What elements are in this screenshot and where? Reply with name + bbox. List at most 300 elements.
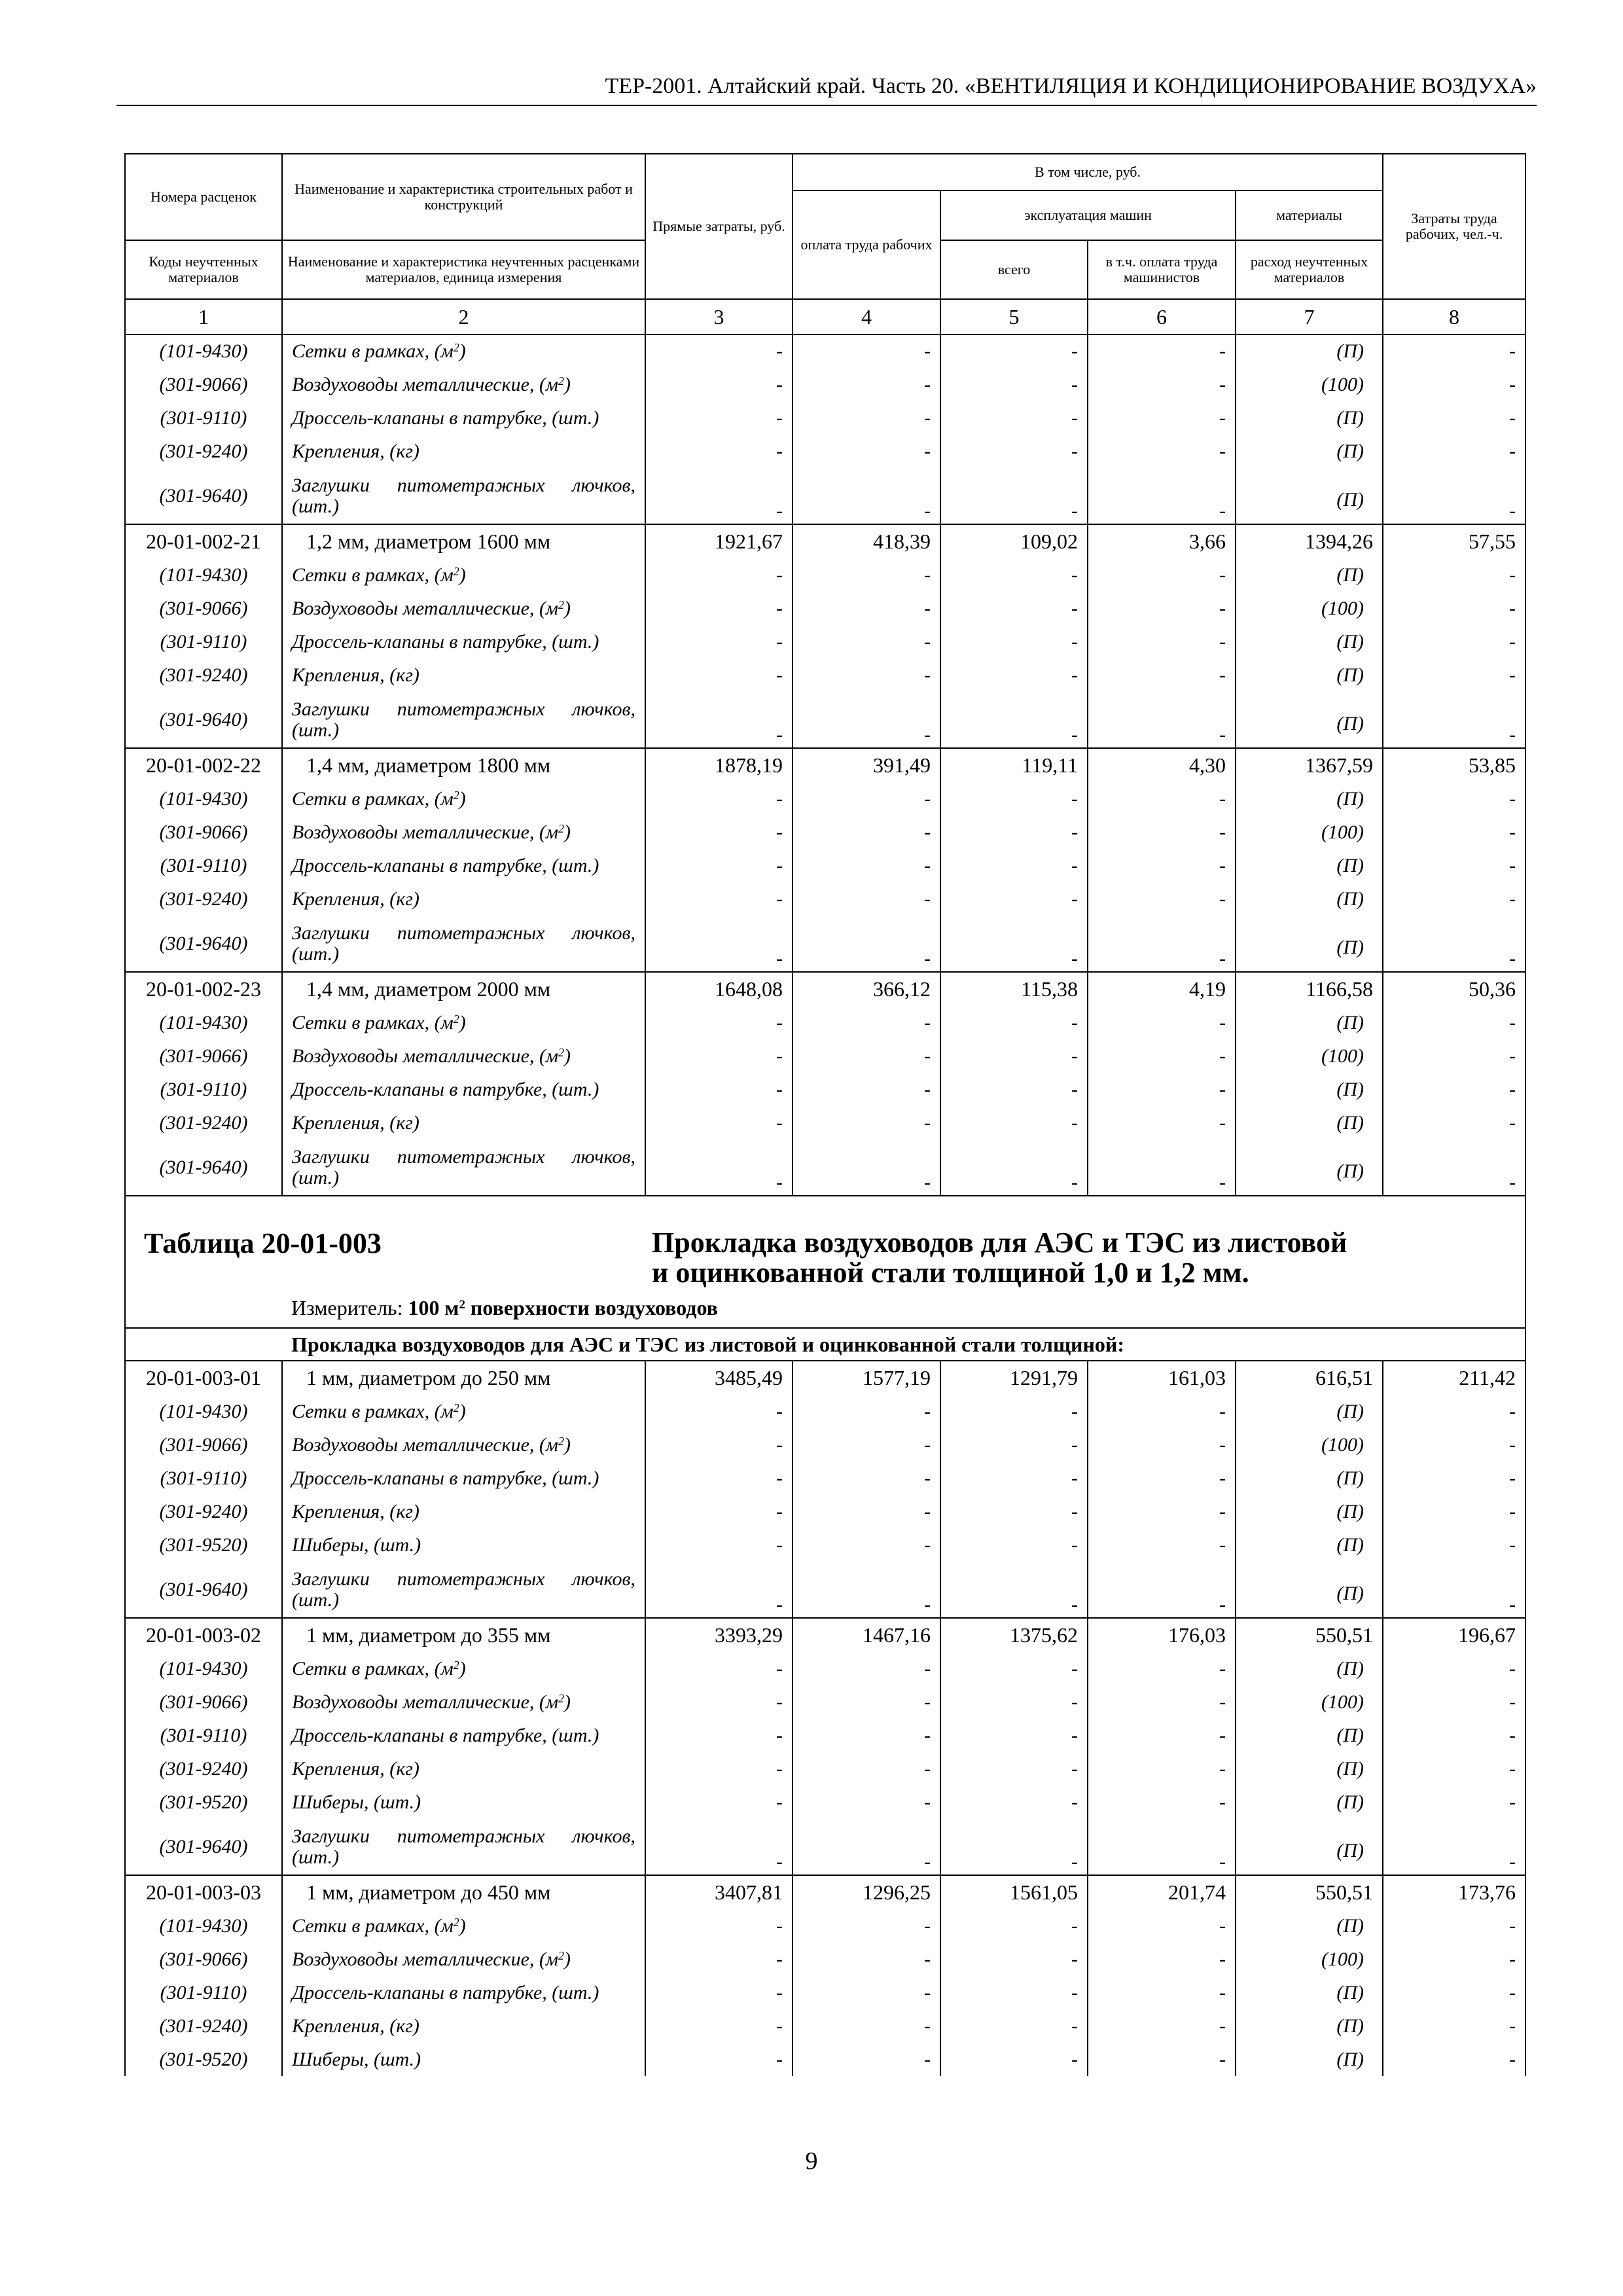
- material-row: [125, 625, 1525, 658]
- machines-total: -: [940, 558, 1088, 592]
- direct-cost: -: [645, 1495, 793, 1528]
- material-name: Дроссель-клапаны в патрубке, (шт.): [282, 849, 645, 882]
- labor-hours: -: [1383, 782, 1525, 816]
- labor-hours: -: [1383, 435, 1525, 468]
- direct-cost: -: [645, 916, 793, 972]
- material-quantity: (100): [1236, 368, 1383, 401]
- table-body: [125, 334, 1525, 2076]
- material-quantity: (П): [1236, 1106, 1383, 1139]
- machines-total: -: [940, 658, 1088, 692]
- material-code: (101-9430): [125, 1006, 282, 1039]
- material-row: [125, 2009, 1525, 2043]
- machines-total: -: [940, 1562, 1088, 1618]
- labor-pay: -: [793, 1428, 940, 1462]
- labor-pay: -: [793, 1785, 940, 1819]
- header-col2-top: Наименование и характеристика строительных работ и конструкций: [282, 154, 645, 240]
- rate-code: 20-01-003-03: [125, 1875, 282, 1909]
- column-number: 1: [125, 299, 282, 334]
- material-code: (301-9240): [125, 1106, 282, 1139]
- labor-hours: -: [1383, 2009, 1525, 2043]
- material-row: [125, 401, 1525, 435]
- material-name: Заглушки питометражных лючков, (шт.): [282, 468, 645, 524]
- direct-cost: -: [645, 1785, 793, 1819]
- machinists-pay: -: [1088, 2043, 1236, 2076]
- machinists-pay: -: [1088, 1073, 1236, 1106]
- machinists-pay: -: [1088, 882, 1236, 916]
- direct-cost: 3407,81: [645, 1875, 793, 1909]
- machinists-pay: -: [1088, 1685, 1236, 1719]
- material-quantity: (П): [1236, 1073, 1383, 1106]
- material-code: (301-9240): [125, 1752, 282, 1785]
- material-code: (301-9240): [125, 882, 282, 916]
- material-code: (301-9110): [125, 1719, 282, 1752]
- labor-pay: 391,49: [793, 748, 940, 782]
- material-row: [125, 1395, 1525, 1428]
- material-quantity: (100): [1236, 1039, 1383, 1073]
- material-row: [125, 1909, 1525, 1943]
- labor-pay: -: [793, 692, 940, 748]
- machinists-pay: -: [1088, 1462, 1236, 1495]
- labor-pay: -: [793, 1943, 940, 1976]
- machinists-pay: -: [1088, 625, 1236, 658]
- machines-total: -: [940, 1495, 1088, 1528]
- labor-pay: -: [793, 592, 940, 625]
- labor-hours: 50,36: [1383, 972, 1525, 1006]
- material-row: [125, 1495, 1525, 1528]
- material-name: Крепления, (кг): [282, 1495, 645, 1528]
- material-name: Воздуховоды металлические, $(м^2)$: [282, 368, 645, 401]
- material-row: [125, 658, 1525, 692]
- labor-hours: -: [1383, 1943, 1525, 1976]
- material-row: [125, 368, 1525, 401]
- direct-cost: -: [645, 1006, 793, 1039]
- machinists-pay: -: [1088, 368, 1236, 401]
- machines-total: -: [940, 1943, 1088, 1976]
- material-quantity: (П): [1236, 1652, 1383, 1685]
- labor-pay: -: [793, 368, 940, 401]
- direct-cost: 3485,49: [645, 1361, 793, 1395]
- machinists-pay: -: [1088, 916, 1236, 972]
- machines-total: -: [940, 1909, 1088, 1943]
- machinists-pay: -: [1088, 1428, 1236, 1462]
- machinists-pay: -: [1088, 1785, 1236, 1819]
- labor-pay: -: [793, 849, 940, 882]
- material-quantity: (П): [1236, 334, 1383, 368]
- machinists-pay: -: [1088, 1652, 1236, 1685]
- materials-cost: 1367,59: [1236, 748, 1383, 782]
- material-row: [125, 849, 1525, 882]
- material-quantity: (П): [1236, 1006, 1383, 1039]
- material-name: Крепления, (кг): [282, 435, 645, 468]
- labor-pay: -: [793, 1652, 940, 1685]
- machines-total: -: [940, 1428, 1088, 1462]
- material-quantity: (П): [1236, 882, 1383, 916]
- labor-pay: -: [793, 558, 940, 592]
- machines-total: -: [940, 1139, 1088, 1196]
- direct-cost: -: [645, 435, 793, 468]
- direct-cost: -: [645, 1039, 793, 1073]
- labor-hours: -: [1383, 592, 1525, 625]
- material-name: Крепления, (кг): [282, 1752, 645, 1785]
- material-name: Воздуховоды металлические, $(м^2)$: [282, 592, 645, 625]
- materials-cost: 550,51: [1236, 1875, 1383, 1909]
- labor-pay: -: [793, 1562, 940, 1618]
- labor-pay: -: [793, 658, 940, 692]
- material-row: [125, 1528, 1525, 1562]
- material-quantity: (П): [1236, 1976, 1383, 2009]
- machinists-pay: -: [1088, 468, 1236, 524]
- material-code: (301-9640): [125, 1819, 282, 1875]
- labor-hours: 196,67: [1383, 1618, 1525, 1652]
- direct-cost: -: [645, 368, 793, 401]
- material-row: [125, 1685, 1525, 1719]
- material-code: (301-9520): [125, 1785, 282, 1819]
- material-quantity: (П): [1236, 1528, 1383, 1562]
- header-col5: всего: [940, 240, 1088, 299]
- labor-hours: -: [1383, 368, 1525, 401]
- machinists-pay: -: [1088, 692, 1236, 748]
- labor-pay: -: [793, 1006, 940, 1039]
- material-code: (301-9110): [125, 1976, 282, 2009]
- material-quantity: (П): [1236, 658, 1383, 692]
- header-col8: Затраты труда рабочих, чел.-ч.: [1383, 154, 1525, 299]
- material-code: (301-9110): [125, 1073, 282, 1106]
- header-col1-bottom: Коды неучтенных материалов: [125, 240, 282, 299]
- machinists-pay: -: [1088, 1039, 1236, 1073]
- material-name: Сетки в рамках, $(м^2)$: [282, 782, 645, 816]
- machines-total: -: [940, 782, 1088, 816]
- section-subtitle: Прокладка воздуховодов для АЭС и ТЭС из листовой и оцинкованной стали толщиной:: [125, 1328, 1525, 1361]
- material-name: Заглушки питометражных лючков, (шт.): [282, 692, 645, 748]
- material-code: (301-9110): [125, 625, 282, 658]
- rate-name: 1,4 мм, диаметром 2000 мм: [282, 972, 645, 1006]
- labor-pay: -: [793, 468, 940, 524]
- rate-name: 1,2 мм, диаметром 1600 мм: [282, 524, 645, 558]
- material-row: [125, 1428, 1525, 1462]
- rate-row: [125, 972, 1525, 1006]
- direct-cost: -: [645, 1562, 793, 1618]
- material-code: (301-9640): [125, 916, 282, 972]
- material-code: (101-9430): [125, 334, 282, 368]
- direct-cost: -: [645, 2043, 793, 2076]
- direct-cost: -: [645, 401, 793, 435]
- section-heading: [125, 1196, 1525, 1328]
- header-col6: в т.ч. оплата труда машинистов: [1088, 240, 1236, 299]
- material-row: [125, 1976, 1525, 2009]
- machinists-pay: -: [1088, 1719, 1236, 1752]
- materials-cost: 1166,58: [1236, 972, 1383, 1006]
- material-name: Сетки в рамках, $(м^2)$: [282, 1909, 645, 1943]
- material-name: Сетки в рамках, $(м^2)$: [282, 558, 645, 592]
- material-name: Дроссель-клапаны в патрубке, (шт.): [282, 1719, 645, 1752]
- labor-hours: -: [1383, 1139, 1525, 1196]
- machines-total: -: [940, 1819, 1088, 1875]
- labor-pay: -: [793, 625, 940, 658]
- header-col3: Прямые затраты, руб.: [645, 154, 793, 299]
- rate-code: 20-01-002-22: [125, 748, 282, 782]
- direct-cost: -: [645, 1819, 793, 1875]
- labor-hours: -: [1383, 816, 1525, 849]
- labor-pay: -: [793, 1039, 940, 1073]
- machines-total: 109,02: [940, 524, 1088, 558]
- materials-cost: 550,51: [1236, 1618, 1383, 1652]
- material-code: (101-9430): [125, 782, 282, 816]
- rate-name: 1,4 мм, диаметром 1800 мм: [282, 748, 645, 782]
- machines-total: -: [940, 1039, 1088, 1073]
- material-quantity: (П): [1236, 468, 1383, 524]
- machinists-pay: -: [1088, 1909, 1236, 1943]
- machinists-pay: 201,74: [1088, 1875, 1236, 1909]
- labor-pay: -: [793, 816, 940, 849]
- direct-cost: -: [645, 782, 793, 816]
- machinists-pay: -: [1088, 435, 1236, 468]
- material-row: [125, 435, 1525, 468]
- labor-hours: -: [1383, 1462, 1525, 1495]
- material-row: [125, 1562, 1525, 1618]
- machines-total: 1375,62: [940, 1618, 1088, 1652]
- material-quantity: (П): [1236, 1909, 1383, 1943]
- machinists-pay: 4,19: [1088, 972, 1236, 1006]
- material-quantity: (П): [1236, 1719, 1383, 1752]
- material-row: [125, 692, 1525, 748]
- machines-total: -: [940, 1528, 1088, 1562]
- material-code: (301-9640): [125, 1562, 282, 1618]
- direct-cost: 3393,29: [645, 1618, 793, 1652]
- labor-hours: -: [1383, 1106, 1525, 1139]
- direct-cost: -: [645, 1909, 793, 1943]
- machines-total: -: [940, 849, 1088, 882]
- material-row: [125, 592, 1525, 625]
- material-code: (301-9520): [125, 1528, 282, 1562]
- machinists-pay: -: [1088, 401, 1236, 435]
- material-name: Дроссель-клапаны в патрубке, (шт.): [282, 1976, 645, 2009]
- material-code: (301-9520): [125, 2043, 282, 2076]
- rate-name: 1 мм, диаметром до 450 мм: [282, 1875, 645, 1909]
- labor-hours: -: [1383, 1909, 1525, 1943]
- labor-hours: -: [1383, 1039, 1525, 1073]
- labor-hours: -: [1383, 401, 1525, 435]
- material-row: [125, 1819, 1525, 1875]
- machines-total: 119,11: [940, 748, 1088, 782]
- labor-pay: -: [793, 401, 940, 435]
- machinists-pay: -: [1088, 1528, 1236, 1562]
- material-row: [125, 1106, 1525, 1139]
- machines-total: -: [940, 334, 1088, 368]
- machinists-pay: -: [1088, 1819, 1236, 1875]
- machinists-pay: -: [1088, 592, 1236, 625]
- rate-row: [125, 748, 1525, 782]
- machines-total: -: [940, 368, 1088, 401]
- machines-total: -: [940, 692, 1088, 748]
- rate-code: 20-01-002-23: [125, 972, 282, 1006]
- machinists-pay: -: [1088, 1006, 1236, 1039]
- machinists-pay: -: [1088, 1106, 1236, 1139]
- material-quantity: (П): [1236, 1395, 1383, 1428]
- direct-cost: -: [645, 1462, 793, 1495]
- labor-pay: -: [793, 2009, 940, 2043]
- material-code: (301-9066): [125, 592, 282, 625]
- material-quantity: (П): [1236, 849, 1383, 882]
- material-code: (301-9066): [125, 1685, 282, 1719]
- rate-row: [125, 524, 1525, 558]
- labor-hours: -: [1383, 849, 1525, 882]
- column-number: 3: [645, 299, 793, 334]
- material-quantity: (П): [1236, 1562, 1383, 1618]
- material-quantity: (100): [1236, 816, 1383, 849]
- materials-cost: 1394,26: [1236, 524, 1383, 558]
- direct-cost: -: [645, 1652, 793, 1685]
- material-code: (301-9240): [125, 435, 282, 468]
- labor-hours: -: [1383, 916, 1525, 972]
- material-code: (101-9430): [125, 558, 282, 592]
- labor-hours: -: [1383, 1719, 1525, 1752]
- column-number: 8: [1383, 299, 1525, 334]
- labor-hours: -: [1383, 1495, 1525, 1528]
- page-number: 9: [805, 2147, 818, 2175]
- material-quantity: (П): [1236, 692, 1383, 748]
- direct-cost: -: [645, 1719, 793, 1752]
- machines-total: -: [940, 1106, 1088, 1139]
- material-quantity: (П): [1236, 1462, 1383, 1495]
- material-row: [125, 1462, 1525, 1495]
- direct-cost: 1921,67: [645, 524, 793, 558]
- header-machines: эксплуатация машин: [940, 190, 1236, 240]
- labor-pay: -: [793, 1073, 940, 1106]
- material-row: [125, 1652, 1525, 1685]
- material-row: [125, 1719, 1525, 1752]
- material-row: [125, 334, 1525, 368]
- labor-hours: -: [1383, 1395, 1525, 1428]
- material-quantity: (П): [1236, 435, 1383, 468]
- direct-cost: -: [645, 1752, 793, 1785]
- labor-pay: -: [793, 882, 940, 916]
- material-name: Дроссель-клапаны в патрубке, (шт.): [282, 1073, 645, 1106]
- machines-total: -: [940, 916, 1088, 972]
- material-name: Воздуховоды металлические, $(м^2)$: [282, 1428, 645, 1462]
- material-name: Заглушки питометражных лючков, (шт.): [282, 1139, 645, 1196]
- direct-cost: -: [645, 468, 793, 524]
- machinists-pay: 3,66: [1088, 524, 1236, 558]
- machinists-pay: -: [1088, 658, 1236, 692]
- labor-pay: -: [793, 334, 940, 368]
- direct-cost: -: [645, 1943, 793, 1976]
- labor-pay: -: [793, 1752, 940, 1785]
- rate-row: [125, 1361, 1525, 1395]
- direct-cost: -: [645, 1106, 793, 1139]
- labor-hours: -: [1383, 1428, 1525, 1462]
- labor-hours: -: [1383, 658, 1525, 692]
- material-name: Дроссель-клапаны в патрубке, (шт.): [282, 401, 645, 435]
- material-name: Крепления, (кг): [282, 2009, 645, 2043]
- labor-hours: -: [1383, 625, 1525, 658]
- labor-pay: 1467,16: [793, 1618, 940, 1652]
- labor-hours: -: [1383, 1528, 1525, 1562]
- machines-total: -: [940, 1976, 1088, 2009]
- material-code: (301-9240): [125, 2009, 282, 2043]
- material-name: Крепления, (кг): [282, 658, 645, 692]
- material-row: [125, 1785, 1525, 1819]
- measure-unit: Измеритель: 100 $м^2$ поверхности воздуховодов: [291, 1296, 718, 1319]
- labor-hours: -: [1383, 1073, 1525, 1106]
- table-title: Прокладка воздуховодов для АЭС и ТЭС из листовой и оцинкованной стали толщиной 1,0 и 1,2 мм.: [652, 1227, 1347, 1289]
- direct-cost: -: [645, 1976, 793, 2009]
- material-row: [125, 2043, 1525, 2076]
- column-number: 4: [793, 299, 940, 334]
- labor-hours: 53,85: [1383, 748, 1525, 782]
- direct-cost: -: [645, 1528, 793, 1562]
- labor-hours: -: [1383, 692, 1525, 748]
- column-number: 5: [940, 299, 1088, 334]
- machinists-pay: 176,03: [1088, 1618, 1236, 1652]
- material-name: Заглушки питометражных лючков, (шт.): [282, 916, 645, 972]
- material-quantity: (П): [1236, 625, 1383, 658]
- labor-pay: -: [793, 916, 940, 972]
- labor-pay: -: [793, 435, 940, 468]
- machines-total: 115,38: [940, 972, 1088, 1006]
- machines-total: -: [940, 1685, 1088, 1719]
- material-name: Сетки в рамках, $(м^2)$: [282, 1006, 645, 1039]
- labor-pay: -: [793, 1819, 940, 1875]
- material-code: (301-9066): [125, 1039, 282, 1073]
- machines-total: -: [940, 1652, 1088, 1685]
- machinists-pay: -: [1088, 1495, 1236, 1528]
- labor-hours: -: [1383, 1685, 1525, 1719]
- machinists-pay: -: [1088, 816, 1236, 849]
- machines-total: -: [940, 401, 1088, 435]
- rate-name: 1 мм, диаметром до 355 мм: [282, 1618, 645, 1652]
- material-code: (301-9066): [125, 1428, 282, 1462]
- labor-hours: 211,42: [1383, 1361, 1525, 1395]
- material-quantity: (П): [1236, 401, 1383, 435]
- labor-hours: -: [1383, 1976, 1525, 2009]
- labor-hours: -: [1383, 1562, 1525, 1618]
- machinists-pay: -: [1088, 558, 1236, 592]
- material-row: [125, 1139, 1525, 1196]
- material-name: Воздуховоды металлические, $(м^2)$: [282, 1685, 645, 1719]
- material-row: [125, 882, 1525, 916]
- labor-pay: 366,12: [793, 972, 940, 1006]
- material-quantity: (П): [1236, 2043, 1383, 2076]
- direct-cost: -: [645, 816, 793, 849]
- direct-cost: -: [645, 625, 793, 658]
- labor-pay: -: [793, 1395, 940, 1428]
- labor-pay: -: [793, 2043, 940, 2076]
- material-code: (301-9640): [125, 692, 282, 748]
- material-code: (301-9640): [125, 1139, 282, 1196]
- machines-total: -: [940, 2009, 1088, 2043]
- rate-row: [125, 1618, 1525, 1652]
- material-code: (301-9240): [125, 1495, 282, 1528]
- material-code: (301-9110): [125, 1462, 282, 1495]
- material-quantity: (100): [1236, 592, 1383, 625]
- direct-cost: -: [645, 1073, 793, 1106]
- rate-code: 20-01-002-21: [125, 524, 282, 558]
- column-number: 2: [282, 299, 645, 334]
- material-row: [125, 816, 1525, 849]
- machines-total: -: [940, 435, 1088, 468]
- material-code: (301-9110): [125, 401, 282, 435]
- labor-pay: 418,39: [793, 524, 940, 558]
- direct-cost: -: [645, 1685, 793, 1719]
- material-row: [125, 1006, 1525, 1039]
- material-name: Шиберы, (шт.): [282, 1528, 645, 1562]
- machines-total: 1291,79: [940, 1361, 1088, 1395]
- table-label: Таблица 20-01-003: [144, 1227, 382, 1259]
- material-name: Сетки в рамках, $(м^2)$: [282, 1652, 645, 1685]
- direct-cost: -: [645, 1395, 793, 1428]
- header-col4: оплата труда рабочих: [793, 190, 940, 299]
- section-subtitle-row: [125, 1328, 1525, 1361]
